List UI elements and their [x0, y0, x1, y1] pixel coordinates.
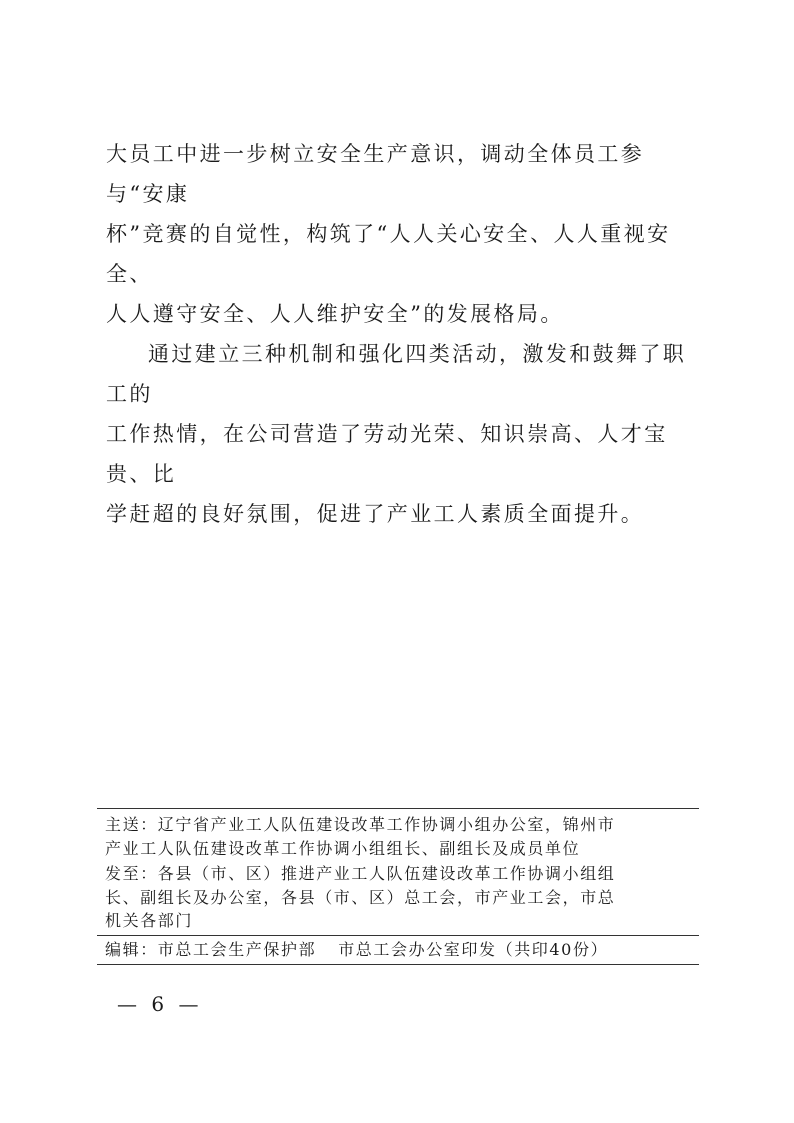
paragraph-1: [106, 134, 702, 334]
text-line: 杯”竞赛的自觉性，构筑了“人人关心安全、人人重视安全、: [106, 222, 671, 286]
send-to-block: [97, 809, 699, 862]
text-line: 大员工中进一步树立安全生产意识，调动全体员工参与“安康: [106, 142, 645, 206]
issuer-text: 市总工会办公室印发（共印40份）: [338, 939, 609, 959]
send-to-line: 主送：辽宁省产业工人队伍建设改革工作协调小组办公室，锦州市: [105, 815, 616, 834]
page-number: — 6 —: [117, 992, 203, 1016]
copy-to-block: [97, 862, 699, 935]
text-line: 学赶超的良好氛围，促进了产业工人素质全面提升。: [106, 502, 645, 526]
send-to-line: 产业工人队伍建设改革工作协调小组组长、副组长及成员单位: [105, 838, 581, 858]
copy-to-line: 长、副组长及办公室，各县（市、区）总工会，市产业工会，市总: [105, 887, 616, 907]
copy-to-line: 发至：各县（市、区）推进产业工人队伍建设改革工作协调小组组: [105, 864, 616, 883]
paragraph-2: [106, 334, 702, 534]
body-text: [106, 134, 702, 534]
copy-to-line: 机关各部门: [105, 911, 194, 930]
editor-text: 编辑：市总工会生产保护部: [105, 939, 317, 959]
distribution-footer: [97, 808, 699, 965]
editor-issuer-line: [97, 936, 699, 964]
footer-rule-bottom: [97, 964, 699, 965]
text-line: 通过建立三种机制和强化四类活动，激发和鼓舞了职工的: [106, 342, 687, 406]
text-line: 人人遵守安全、人人维护安全”的发展格局。: [106, 302, 564, 326]
text-line: 工作热情，在公司营造了劳动光荣、知识崇高、人才宝贵、比: [106, 422, 668, 486]
